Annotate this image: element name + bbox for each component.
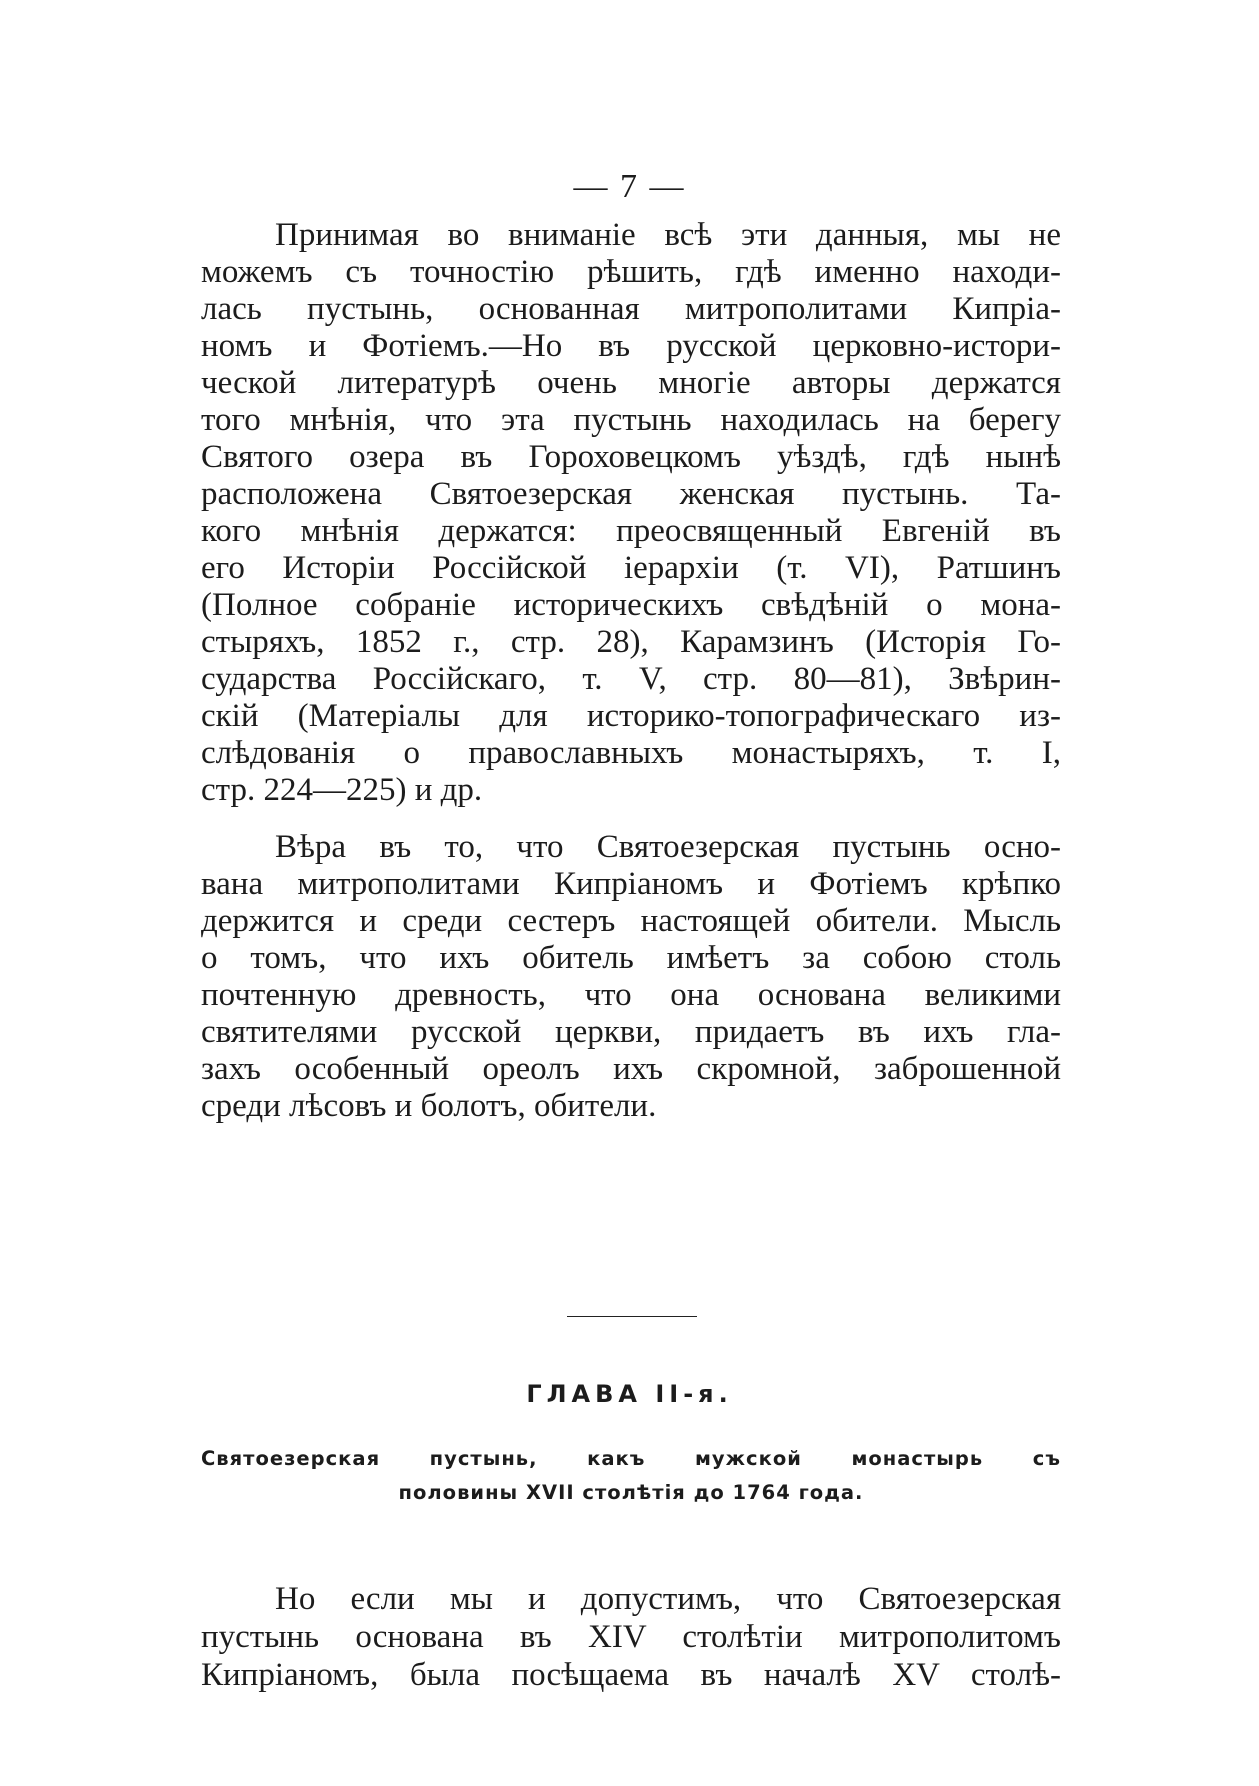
text-line: пустынь основана въ XIV столѣтіи митрополитомъ xyxy=(201,1619,1061,1655)
text-line: вана митрополитами Кипріаномъ и Фотіемъ крѣпко xyxy=(201,866,1061,902)
text-line: держится и среди сестеръ настоящей обители. Мысль xyxy=(201,903,1061,939)
text-line: кого мнѣнія держатся: преосвященный Евгеній въ xyxy=(201,513,1061,549)
text-line: номъ и Фотіемъ.—Но въ русской церковно-истори- xyxy=(201,328,1061,364)
chapter-subtitle-line: половины XVII столѣтія до 1764 года. xyxy=(398,1481,864,1504)
text-line: Святого озера въ Гороховецкомъ уѣздѣ, гдѣ нынѣ xyxy=(201,439,1061,475)
text-line: почтенную древность, что она основана великими xyxy=(201,977,1061,1013)
text-line: ческой литературѣ очень многіе авторы держатся xyxy=(201,365,1061,401)
text-line: Но если мы и допустимъ, что Святоезерская xyxy=(275,1581,1061,1617)
text-line: Вѣра въ то, что Святоезерская пустынь осно- xyxy=(275,829,1061,865)
chapter-subtitle-line: Святоезерская пустынь, какъ мужской монастырь съ xyxy=(201,1447,1061,1470)
text-line: скій (Матеріалы для историко-топографическаго из- xyxy=(201,698,1061,734)
text-line: о томъ, что ихъ обитель имѣетъ за собою столь xyxy=(201,940,1061,976)
section-divider xyxy=(567,1316,697,1317)
text-line: расположена Святоезерская женская пустынь. Та- xyxy=(201,476,1061,512)
text-line: лась пустынь, основанная митрополитами Кипріа- xyxy=(201,291,1061,327)
text-line: слѣдованія о православныхъ монастыряхъ, т. I, xyxy=(201,735,1061,771)
chapter-heading: ГЛАВА II-я. xyxy=(526,1380,733,1408)
text-line: Принимая во вниманіе всѣ эти данныя, мы не xyxy=(275,217,1061,253)
text-line: сударства Россійскаго, т. V, стр. 80—81), Звѣрин- xyxy=(201,661,1061,697)
text-line: захъ особенный ореолъ ихъ скромной, заброшенной xyxy=(201,1051,1061,1087)
text-line: можемъ съ точностію рѣшить, гдѣ именно находи- xyxy=(201,254,1061,290)
text-line: среди лѣсовъ и болотъ, обители. xyxy=(201,1088,657,1124)
page-number: — 7 — xyxy=(573,168,686,205)
text-line: святителями русской церкви, придаетъ въ ихъ гла- xyxy=(201,1014,1061,1050)
text-line: (Полное собраніе историческихъ свѣдѣній о мона- xyxy=(201,587,1061,623)
text-line: стр. 224—225) и др. xyxy=(201,772,483,808)
text-line: Кипріаномъ, была посѣщаема въ началѣ XV столѣ- xyxy=(201,1657,1061,1693)
text-line: того мнѣнія, что эта пустынь находилась на берегу xyxy=(201,402,1061,438)
text-line: стыряхъ, 1852 г., стр. 28), Карамзинъ (Исторія Го- xyxy=(201,624,1061,660)
text-line: его Исторіи Россійской іерархіи (т. VI), Ратшинъ xyxy=(201,550,1061,586)
